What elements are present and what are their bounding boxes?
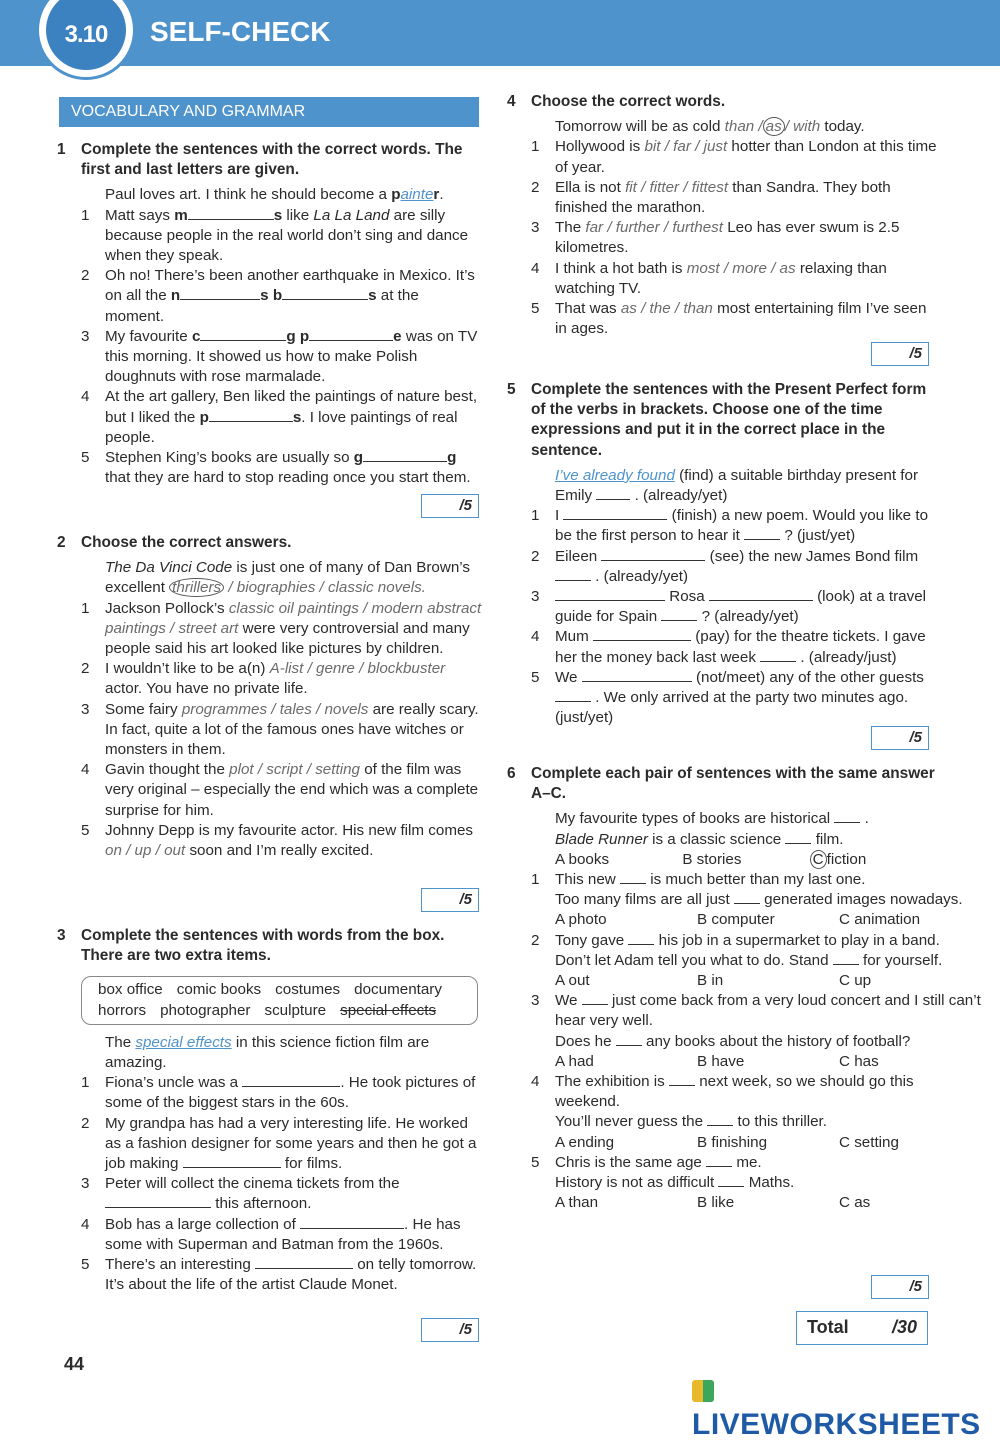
page-title: SELF-CHECK [150,16,331,47]
list-item: 2 Ella is not fit / fitter / fittest than Sandra. They both finished the marathon. [531,178,891,217]
answer-blank[interactable] [555,587,665,601]
example-sentence: I’ve already found (find) a suitable birthday present for Emily . (already/yet) [555,466,919,505]
list-item: 2 My grandpa has had a very interesting life. He worked as a fashion designer for some years and then he got a job making for films. [81,1114,477,1173]
list-item: 4 I think a hot bath is most / more / as relaxing than watching TV. [531,259,887,297]
list-item: 1 This new is much better than my last one. Too many films are all just generated images nowadays. A photo B computer C animation [555,870,937,931]
answer-blank[interactable] [555,567,591,581]
word-box [81,976,478,1024]
unit-badge: 3.10 [46,0,126,70]
answer-options[interactable]: on / up / out [105,842,186,860]
answer-options[interactable]: classic oil paintings / modern abstract paintings / street art [105,599,482,637]
answer-options[interactable]: most / more / as [686,259,796,277]
answer-blank[interactable] [300,1215,404,1229]
exercise-instruction: Complete each pair of sentences with the same answer A–C. [531,765,935,803]
answer-blank[interactable] [188,206,274,220]
answer-blank [596,486,630,500]
answer-blank[interactable] [183,1154,281,1168]
exercise-4: 4 Choose the correct words. Tomorrow will be as cold than / as / with today. 1 Hollywood is bit / far / just hotter than London at this time of year. 2 Ella is not fit / fitter / fittest than Sandra. They both finished the marathon. 3 The far / further / furthest Leo has ever swum is 2.5 kilometres. 4 I think a hot bath is most / more / as relaxing than watching TV. 5 That was as / the / than most entertaining film I’ve seen in ages. [507,92,937,339]
exercise-5: 5 Complete the sentences with the Present Perfect form of the verbs in brackets. Choose one of the time expressions and put it in the correct place in the sentence. I’ve already found (find) a suitable birthday present for Emily . (already/yet) 1 I (finish) a new poem. Would you like to be the first person to hear it ? (just/yet) 2 Eileen (see) the new James Bond film . (already/yet) 3 Rosa (look) at a travel guide for Spain ? (already/yet) 4 Mum (pay) for the theatre tickets. I gave her the money back last week . (already/just) 5 We (not/meet) any of the other guests . We only arrived at the party two minutes ago. (just/yet) [507,380,937,728]
word-box-item: sculpture [264,1001,327,1019]
brand-logo [692,1374,1000,1442]
list-item: 5 There’s an interesting on telly tomorrow. It’s about the life of the artist Claude Monet. [81,1256,477,1294]
list-item: 1 Hollywood is bit / far / just hotter than London at this time of year. [531,138,937,176]
answer-blank[interactable] [616,1032,642,1046]
list-item: 2 I wouldn’t like to be a(n) A-list / genre / blockbuster actor. You have no private life. [81,660,446,698]
exercise-1 [57,140,482,488]
page-number: 44 [64,1354,85,1374]
circled-answer: as [763,117,785,136]
word-box-item: comic books [176,981,262,999]
total-label: Total [807,1317,849,1337]
answer-blank[interactable] [661,607,697,621]
answer-options[interactable]: fit / fitter / fittest [625,178,729,196]
answer-options[interactable]: far / further / furthest [585,219,723,237]
list-item: 4 The exhibition is next week, so we should go this weekend. You’ll never guess the to this thriller. A ending B finishing C setting [555,1072,937,1153]
answer-blank[interactable] [200,327,286,341]
answer-blank[interactable] [180,286,260,300]
list-item: 5 That was as / the / than most entertaining film I’ve seen in ages. [531,300,927,338]
list-item: 5 We (not/meet) any of the other guests . We only arrived at the party two minutes ago. (just/yet) [531,668,924,727]
list-item: 3 Rosa (look) at a travel guide for Spain ? (already/yet) [531,588,927,626]
list-item: 3 We just come back from a very loud concert and I still can’t hear very well. Does he any books about the history of football? A had B have C has [555,991,937,1072]
word-box-item: photographer [160,1001,251,1019]
word-box-item: costumes [275,981,341,999]
list-item: 4 Gavin thought the plot / script / setting of the film was very original – especially the end which was a complete surprise for him. [81,761,479,819]
list-item: 1 I (finish) a new poem. Would you like to be the first person to hear it ? (just/yet) [531,507,929,545]
answer-blank[interactable] [555,688,591,702]
answer-options[interactable]: bit / far / just [644,138,728,156]
answer-blank[interactable] [760,648,796,662]
word-box-item: documentary [354,981,442,999]
answer-choices[interactable]: A ending B finishing C setting [555,1133,899,1151]
list-item: 5 Johnny Depp is my favourite actor. His new film comes on / up / out soon and I’m really excited. [81,821,474,860]
answer-blank[interactable] [744,526,780,540]
example-sentence: The Da Vinci Code is just one of many of Dan Brown’s excellent thrillers / biographies / classic novels. [105,559,470,597]
answer-blank[interactable] [582,991,608,1005]
word-box-item: horrors [98,1001,147,1019]
answer-choices[interactable]: A had B have C has [555,1052,879,1070]
example-sentence: Paul loves art. I think he should become a painter. [105,186,444,204]
exercise-instruction: Choose the correct words. [531,93,726,110]
list-item: 1 Matt says m s like La La Land are silly because people in the real world don’t sing and dance when they speak. [81,206,469,265]
score-box[interactable]: /5 [421,1318,479,1342]
answer-blank[interactable] [833,951,859,965]
answer-choices[interactable]: A out B in C up [555,972,872,990]
example-pair: My favourite types of books are historical . Blade Runner is a classic science film. A books B stories C fiction [555,810,869,868]
brand-icon [692,1380,714,1402]
score-box[interactable]: /5 [421,494,479,518]
answer-blank[interactable] [309,327,393,341]
exercise-2: 2 Choose the correct answers. The Da Vinci Code is just one of many of Dan Brown’s excellent thrillers / biographies / classic novels. 1 Jackson Pollock’s classic oil paintings / modern abstract paintings / street art were very controversial and many people said his art looked like pictures by children. 2 I wouldn’t like to be a(n) A-list / genre / blockbuster actor. You have no private life. 3 Some fairy programmes / tales / novels are really scary. In fact, quite a lot of the famous ones have witches or monsters in them. 4 Gavin thought the plot / script / setting of the film was very original – especially the end which was a complete surprise for him. 5 Johnny Depp is my favourite actor. His new film comes on / up / out soon and I’m really excited. [57,533,482,861]
answer-choices[interactable]: A than B like C as [555,1194,871,1212]
answer-blank[interactable] [706,1153,732,1167]
answer-options[interactable]: programmes / tales / novels [181,700,369,718]
total-score: /30 [891,1317,917,1337]
word-box-item: box office [98,981,163,999]
exercise-instruction: Choose the correct answers. [81,534,292,551]
answer-blank[interactable] [709,587,813,601]
brand-name: LIVEWORKSHEETS [692,1408,981,1441]
exercise-instruction: Complete the sentences with words from the box. There are two extra items. [81,927,445,965]
list-item: 3 The far / further / furthest Leo has ever swum is 2.5 kilometres. [531,219,900,257]
answer-options[interactable]: as / the / than [620,300,713,318]
answer-blank[interactable] [707,1112,733,1126]
answer-blank[interactable] [734,890,760,904]
exercise-6: 6 Complete each pair of sentences with the same answer A–C. My favourite types of books are historical . Blade Runner is a classic science film. A books B stories C fiction 1 This new is much better than my last one. Too many films are all just generated images nowadays. A photo B computer C animation 2 Tony gave his job in a supermarket to play in a band. Don’t let Adam tell you what to do. Stand for yourself. A out B in C up 3 We just come back from a very loud concert and I still can’t hear very well. Does he any books about the history of football? A had B have C has 4 The exhibition is next week, so we should go this weekend. You’ll never guess the to this thriller. A ending B finishing C setting 5 Chris is the same age me. History is not as difficult Maths. A than B like C as [507,764,937,1213]
answer-choices[interactable]: A photo B computer C animation [555,911,921,929]
answer-blank[interactable] [628,931,654,945]
score-box[interactable]: /5 [871,1275,929,1299]
answer-blank[interactable] [242,1073,340,1087]
answer-options[interactable]: A-list / genre / blockbuster [269,660,446,678]
list-item: 1 Jackson Pollock’s classic oil paintings / modern abstract paintings / street art were very controversial and many people said his art looked like pictures by children. [81,599,482,658]
list-item: 2 Tony gave his job in a supermarket to play in a band. Don’t let Adam tell you what to do. Stand for yourself. A out B in C up [555,931,937,992]
example-answer: ainte [400,186,434,204]
answer-blank[interactable] [105,1194,211,1208]
list-item: 2 Eileen (see) the new James Bond film . (already/yet) [531,547,919,585]
list-item: 3 My favourite c g p e was on TV this morning. It showed us how to make Polish doughnuts with rose marmalade. [81,327,478,386]
circled-answer: thrillers [169,578,224,597]
total-score-box[interactable] [796,1311,928,1345]
answer-blank[interactable] [209,408,293,422]
circled-answer: C [810,850,827,869]
list-item: 4 At the art gallery, Ben liked the paintings of nature best, but I liked the p s. I love paintings of real people. [81,388,478,446]
answer-blank[interactable] [601,547,705,561]
answer-blank[interactable] [593,627,691,641]
score-box[interactable]: /5 [421,888,479,912]
answer-blank[interactable] [620,870,646,884]
word-box-item-used: special effects [340,1001,437,1019]
answer-blank[interactable] [563,506,667,520]
list-item: 5 Chris is the same age me. History is not as difficult Maths. A than B like C as [555,1153,937,1214]
list-item: 1 Fiona’s uncle was a . He took pictures of some of the biggest stars in the 60s. [81,1074,476,1112]
section-title: VOCABULARY AND GRAMMAR [59,97,479,127]
list-item: 4 Bob has a large collection of . He has some with Superman and Batman from the 1960s. [81,1215,461,1253]
exercise-3: 3 Complete the sentences with words from the box. There are two extra items. box office comic books costumes documentary horrors photographer sculpture special effects The special effects in this science fiction film are amazing. 1 Fiona’s uncle was a . He took pictures of some of the biggest stars in the 60s. 2 My grandpa has had a very interesting life. He worked as a fashion designer for some years and then he got a job making for films. 3 Peter will collect the cinema tickets from the this afternoon. 4 Bob has a large collection of . He has some with Superman and Batman from the 1960s. 5 There’s an interesting on telly tomorrow. It’s about the life of the artist Claude Monet. [57,926,482,1295]
answer-blank[interactable] [669,1072,695,1086]
answer-blank[interactable] [282,286,368,300]
score-box[interactable]: /5 [871,342,929,366]
answer-blank[interactable] [255,1255,353,1269]
answer-options[interactable]: plot / script / setting [229,761,360,779]
exercise-instruction: Complete the sentences with the correct words. The first and last letters are given. [81,141,463,179]
list-item: 5 Stephen King’s books are usually so g g that they are hard to stop reading once you start them. [81,449,471,487]
list-item: 2 Oh no! There’s been another earthquake in Mexico. It’s on all the n s b s at the moment. [81,267,475,325]
list-item: 4 Mum (pay) for the theatre tickets. I gave her the money back last week . (already/just) [531,628,926,666]
answer-blank[interactable] [363,448,447,462]
answer-blank[interactable] [582,668,692,682]
exercise-instruction: Complete the sentences with the Present Perfect form of the verbs in brackets. Choose one of the time expressions and put it in the correct place in the sentence. [531,381,927,459]
example-sentence: Tomorrow will be as cold than / as / with today. [555,118,865,136]
score-box[interactable]: /5 [871,726,929,750]
list-item: 3 Some fairy programmes / tales / novels are really scary. In fact, quite a lot of the famous ones have witches or monsters in them. [81,700,479,759]
example-sentence: The special effects in this science fiction film are amazing. [105,1033,430,1072]
list-item: 3 Peter will collect the cinema tickets from the this afternoon. [81,1175,400,1213]
exercise-number: 1 [57,141,66,158]
answer-blank[interactable] [718,1173,744,1187]
